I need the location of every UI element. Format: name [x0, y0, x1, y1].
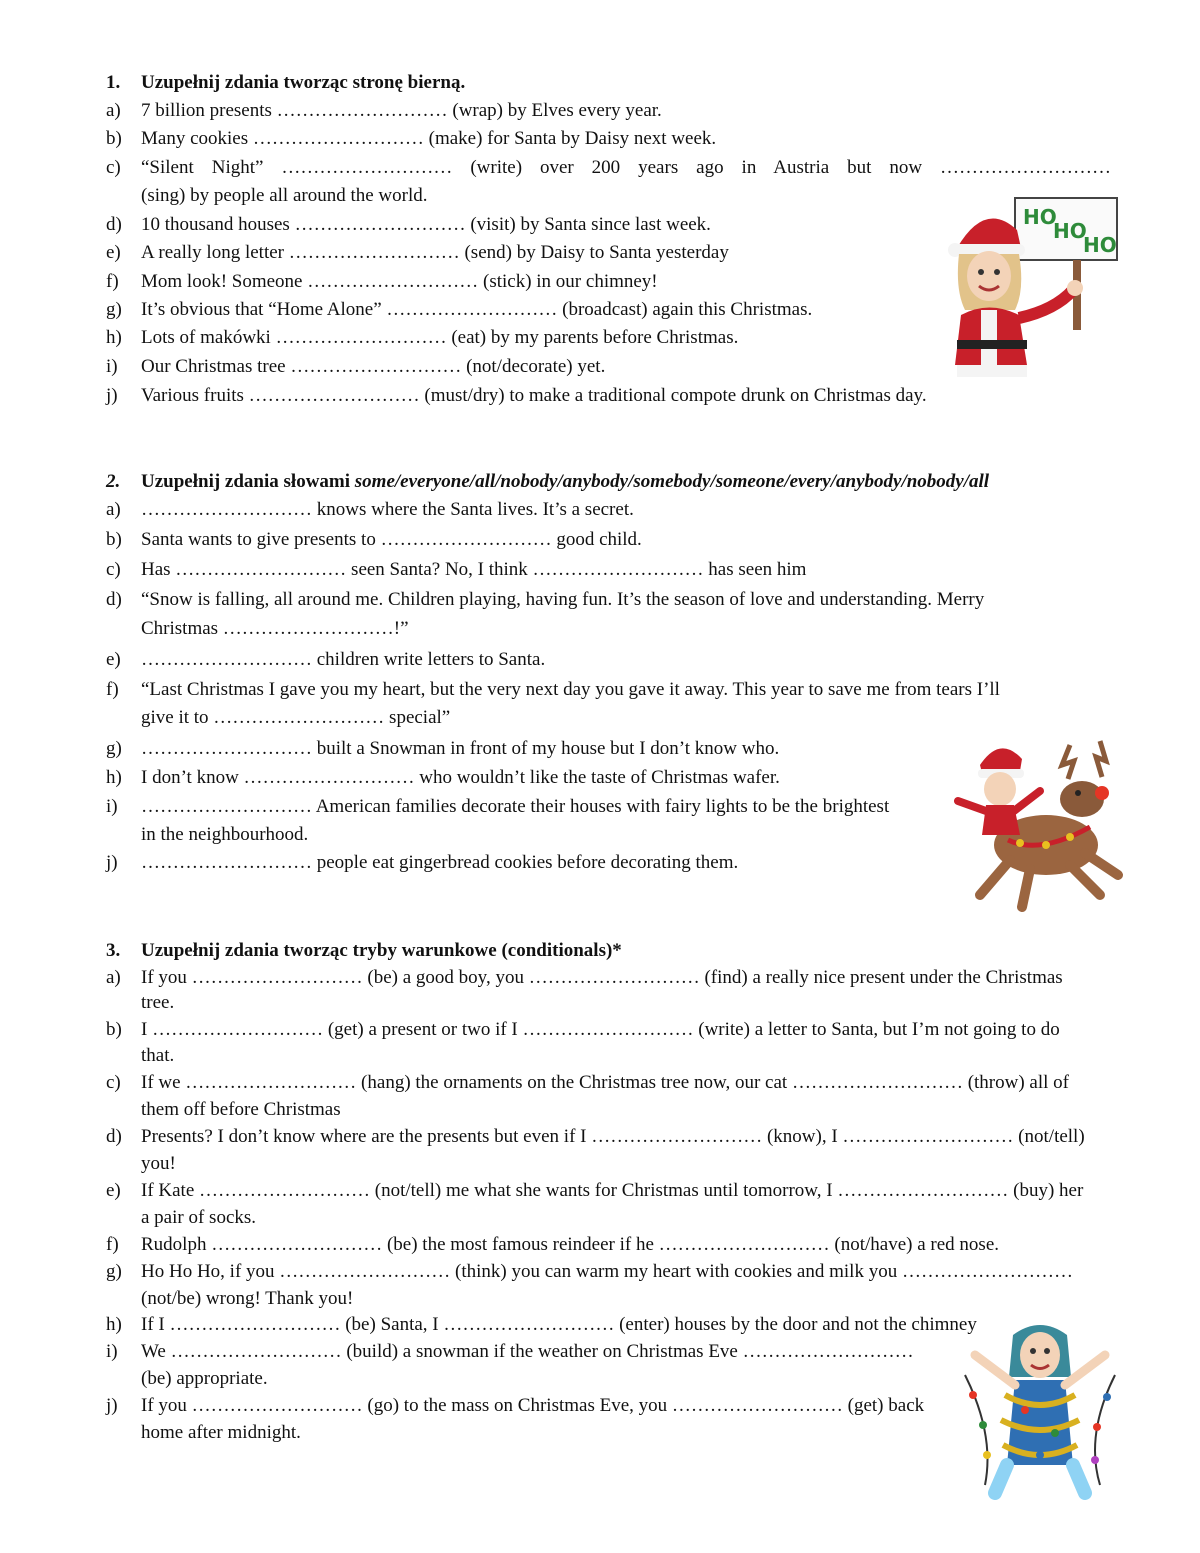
- item-text: Santa wants to give presents to ……………………… good child.: [141, 529, 642, 550]
- item-letter: f): [106, 1234, 119, 1255]
- item-letter: j): [106, 852, 118, 873]
- section-title: Uzupełnij zdania tworząc tryby warunkowe (conditionals)*: [141, 940, 622, 961]
- item-text: Rudolph ……………………… (be) the most famous reindeer if he ……………………… (not/have) a red nose.: [141, 1234, 1000, 1255]
- santa-girl-sign-illustration: [945, 190, 1125, 385]
- item-text: If you ……………………… (be) a good boy, you ……………………… (find) a really nice present under the Christmas: [141, 967, 1063, 988]
- item-text-continued: Christmas ………………………!”: [141, 618, 409, 639]
- item-text: Has ……………………… seen Santa? No, I think ……………………… has seen him: [141, 559, 807, 580]
- item-text: I ……………………… (get) a present or two if I ……………………… (write) a letter to Santa, but I’m not going to do: [141, 1019, 1060, 1040]
- item-text: ……………………… built a Snowman in front of my house but I don’t know who.: [141, 738, 780, 759]
- item-letter: e): [106, 649, 121, 670]
- item-text: It’s obvious that “Home Alone” ……………………… (broadcast) again this Christmas.: [141, 299, 813, 320]
- item-text: Various fruits ……………………… (must/dry) to make a traditional compote drunk on Christmas day.: [141, 385, 927, 406]
- item-text-continued: home after midnight.: [141, 1422, 301, 1443]
- item-text: “Snow is falling, all around me. Children playing, having fun. It’s the season of love and understanding. Merry: [141, 589, 985, 610]
- item-letter: a): [106, 967, 121, 988]
- item-letter: d): [106, 589, 122, 610]
- item-letter: c): [106, 1072, 121, 1093]
- item-text: 10 thousand houses ……………………… (visit) by Santa since last week.: [141, 214, 711, 235]
- item-text: Presents? I don’t know where are the presents but even if I ……………………… (know), I ……………………… (not/tell): [141, 1126, 1085, 1147]
- item-letter: i): [106, 796, 118, 817]
- item-letter: h): [106, 327, 122, 348]
- item-text: If Kate ……………………… (not/tell) me what she wants for Christmas until tomorrow, I ……………………… (buy) her: [141, 1180, 1084, 1201]
- item-letter: b): [106, 529, 122, 550]
- item-text-continued: in the neighbourhood.: [141, 824, 309, 845]
- item-text-continued: (not/be) wrong! Thank you!: [141, 1288, 354, 1309]
- item-text-continued: you!: [141, 1153, 176, 1174]
- item-letter: b): [106, 128, 122, 149]
- item-text: ……………………… people eat gingerbread cookies before decorating them.: [141, 852, 739, 873]
- section-title-words: some/everyone/all/nobody/anybody/somebody/someone/every/anybody/nobody/all: [354, 471, 990, 492]
- section-number: 3.: [106, 940, 121, 961]
- item-text: We ……………………… (build) a snowman if the weather on Christmas Eve ………………………: [141, 1341, 914, 1362]
- item-letter: j): [106, 1395, 118, 1416]
- item-letter: j): [106, 385, 118, 406]
- item-letter: h): [106, 1314, 122, 1335]
- item-text-continued: them off before Christmas: [141, 1099, 341, 1120]
- item-letter: i): [106, 1341, 118, 1362]
- item-letter: g): [106, 299, 122, 320]
- item-text-continued: give it to ……………………… special”: [141, 707, 451, 728]
- item-text: A really long letter ……………………… (send) by Daisy to Santa yesterday: [141, 242, 729, 263]
- item-letter: c): [106, 559, 121, 580]
- item-text: Ho Ho Ho, if you ……………………… (think) you can warm my heart with cookies and milk you ………………………: [141, 1261, 1073, 1282]
- sign-text-ho-3: HO: [1083, 233, 1117, 257]
- item-text: ……………………… children write letters to Santa.: [141, 649, 546, 670]
- item-text: ……………………… knows where the Santa lives. It’s a secret.: [141, 499, 634, 520]
- item-text: “Silent Night” ……………………… (write) over 200 years ago in Austria but now ………………………: [141, 157, 1111, 178]
- item-text: Our Christmas tree ……………………… (not/decorate) yet.: [141, 356, 606, 377]
- section-title-text: Uzupełnij zdania słowami: [141, 471, 355, 492]
- item-letter: e): [106, 1180, 121, 1201]
- reindeer-rider-illustration: [950, 735, 1130, 913]
- girl-with-lights-illustration: [955, 1315, 1130, 1500]
- section-title: [141, 470, 989, 494]
- item-letter: f): [106, 271, 119, 292]
- item-letter: b): [106, 1019, 122, 1040]
- item-text-continued: tree.: [141, 992, 175, 1013]
- item-letter: f): [106, 679, 119, 700]
- item-text: Many cookies ……………………… (make) for Santa by Daisy next week.: [141, 128, 717, 149]
- item-letter: d): [106, 1126, 122, 1147]
- item-text: Mom look! Someone ……………………… (stick) in our chimney!: [141, 271, 658, 292]
- item-letter: a): [106, 499, 121, 520]
- item-text-continued: a pair of socks.: [141, 1207, 257, 1228]
- item-letter: a): [106, 100, 121, 121]
- sign-text-ho-1: HO: [1023, 205, 1057, 229]
- section-number: 1.: [106, 72, 121, 93]
- section-title: Uzupełnij zdania tworząc stronę bierną.: [141, 72, 466, 93]
- item-letter: c): [106, 157, 121, 178]
- item-text-continued: that.: [141, 1045, 175, 1066]
- item-text: I don’t know ……………………… who wouldn’t like the taste of Christmas wafer.: [141, 767, 780, 788]
- item-letter: e): [106, 242, 121, 263]
- item-letter: d): [106, 214, 122, 235]
- item-text-continued: (sing) by people all around the world.: [141, 185, 428, 206]
- item-text: If I ……………………… (be) Santa, I ……………………… (enter) houses by the door and not the chimney: [141, 1314, 977, 1335]
- section-number: 2.: [106, 471, 121, 492]
- item-letter: i): [106, 356, 118, 377]
- item-text: 7 billion presents ……………………… (wrap) by Elves every year.: [141, 100, 662, 121]
- item-letter: h): [106, 767, 122, 788]
- item-text: Lots of makówki ……………………… (eat) by my parents before Christmas.: [141, 327, 739, 348]
- item-text: If you ……………………… (go) to the mass on Christmas Eve, you ……………………… (get) back: [141, 1395, 925, 1416]
- item-letter: g): [106, 1261, 122, 1282]
- item-text: ……………………… American families decorate their houses with fairy lights to be the brightest: [141, 796, 890, 817]
- item-text-continued: (be) appropriate.: [141, 1368, 268, 1389]
- item-text: If we ……………………… (hang) the ornaments on the Christmas tree now, our cat ……………………… (throw) all of: [141, 1072, 1070, 1093]
- item-letter: g): [106, 738, 122, 759]
- sign-text-ho-2: HO: [1053, 219, 1087, 243]
- item-text: “Last Christmas I gave you my heart, but the very next day you gave it away. This year to save me from tears I’ll: [141, 679, 1000, 700]
